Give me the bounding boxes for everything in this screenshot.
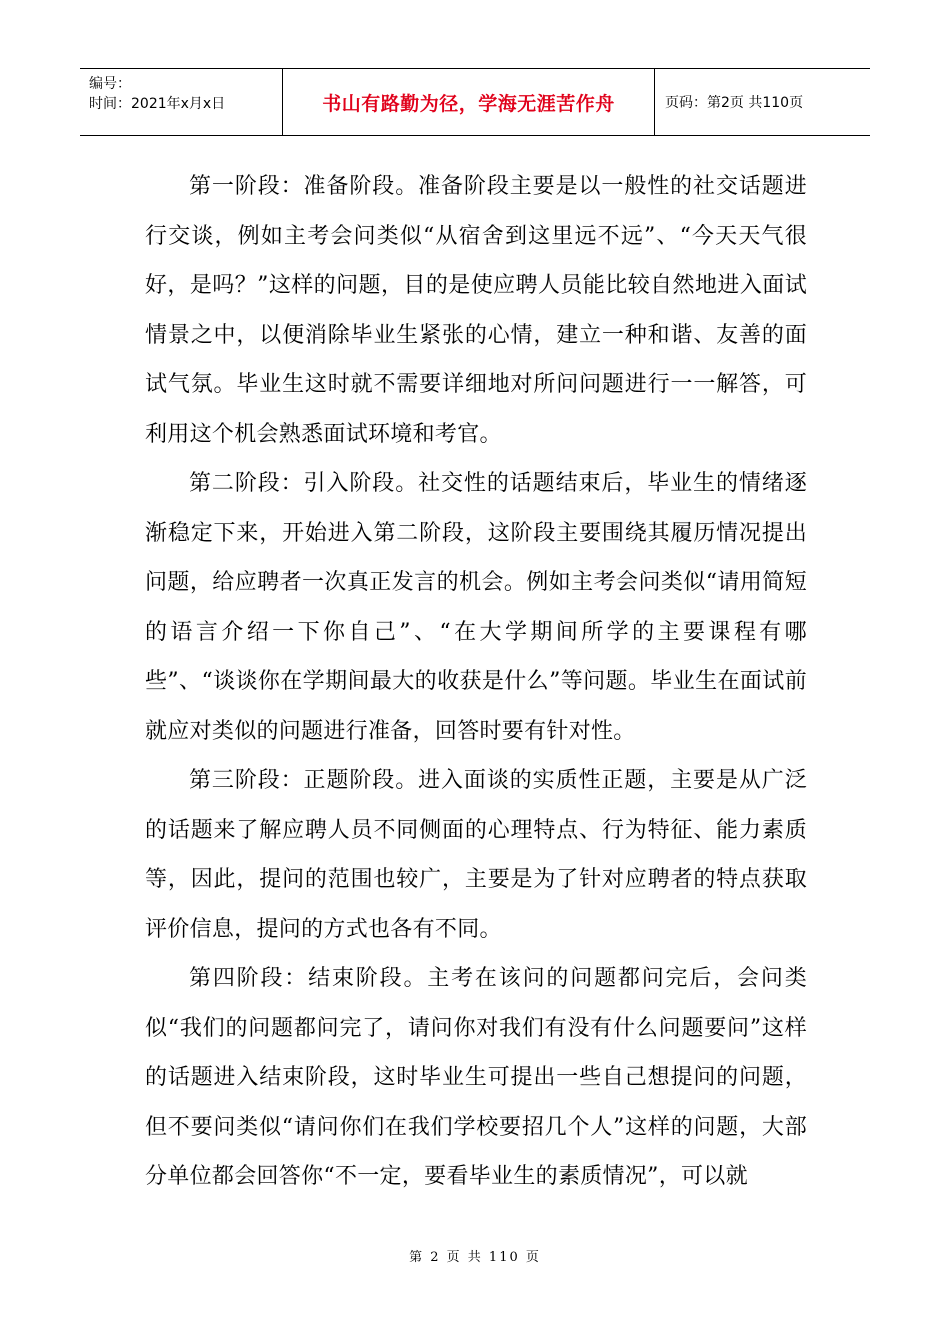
page-footer <box>0 1246 950 1265</box>
footer-page-number: 第 2 页 共 110 页 <box>409 1250 541 1265</box>
paragraph-stage-1: 第一阶段：准备阶段。准备阶段主要是以一般性的社交话题进行交谈，例如主考会问类似“从宿舍到这里远不远”、“今天天气很好，是吗？”这样的问题，目的是使应聘人员能比较自然地进入面试情景之中，以便消除毕业生紧张的心情，建立一种和谐、友善的面试气氛。毕业生这时就不需要详细地对所问问题进行一一解答，可利用这个机会熟悉面试环境和考官。 <box>145 174 807 447</box>
document-body <box>145 162 807 1202</box>
header-meta-cell <box>80 69 283 135</box>
date-label: 时间：2021年x月x日 <box>89 96 226 112</box>
header-page-cell <box>655 69 870 135</box>
page-info: 页码：第2页 共110页 <box>665 95 804 111</box>
serial-label: 编号： <box>89 76 131 92</box>
header-motto-cell <box>283 69 655 135</box>
motto-text: 书山有路勤为径，学海无涯苦作舟 <box>322 92 615 115</box>
paragraph-stage-2: 第二阶段：引入阶段。社交性的话题结束后，毕业生的情绪逐渐稳定下来，开始进入第二阶段，这阶段主要围绕其履历情况提出问题，给应聘者一次真正发言的机会。例如主考会问类似“请用简短的语言介绍一下你自己”、“在大学期间所学的主要课程有哪些”、“谈谈你在学期间最大的收获是什么”等问题。毕业生在面试前就应对类似的问题进行准备，回答时要有针对性。 <box>145 471 807 744</box>
paragraph-stage-4: 第四阶段：结束阶段。主考在该问的问题都问完后，会问类似“我们的问题都问完了，请问你对我们有没有什么问题要问”这样的话题进入结束阶段，这时毕业生可提出一些自己想提问的问题，但不要问类似“请问你们在我们学校要招几个人”这样的问题，大部分单位都会回答你“不一定，要看毕业生的素质情况”，可以就 <box>145 966 807 1189</box>
paragraph-stage-3: 第三阶段：正题阶段。进入面谈的实质性正题，主要是从广泛的话题来了解应聘人员不同侧面的心理特点、行为特征、能力素质等，因此，提问的范围也较广，主要是为了针对应聘者的特点获取评价信息，提问的方式也各有不同。 <box>145 768 807 942</box>
page-header <box>80 68 870 136</box>
